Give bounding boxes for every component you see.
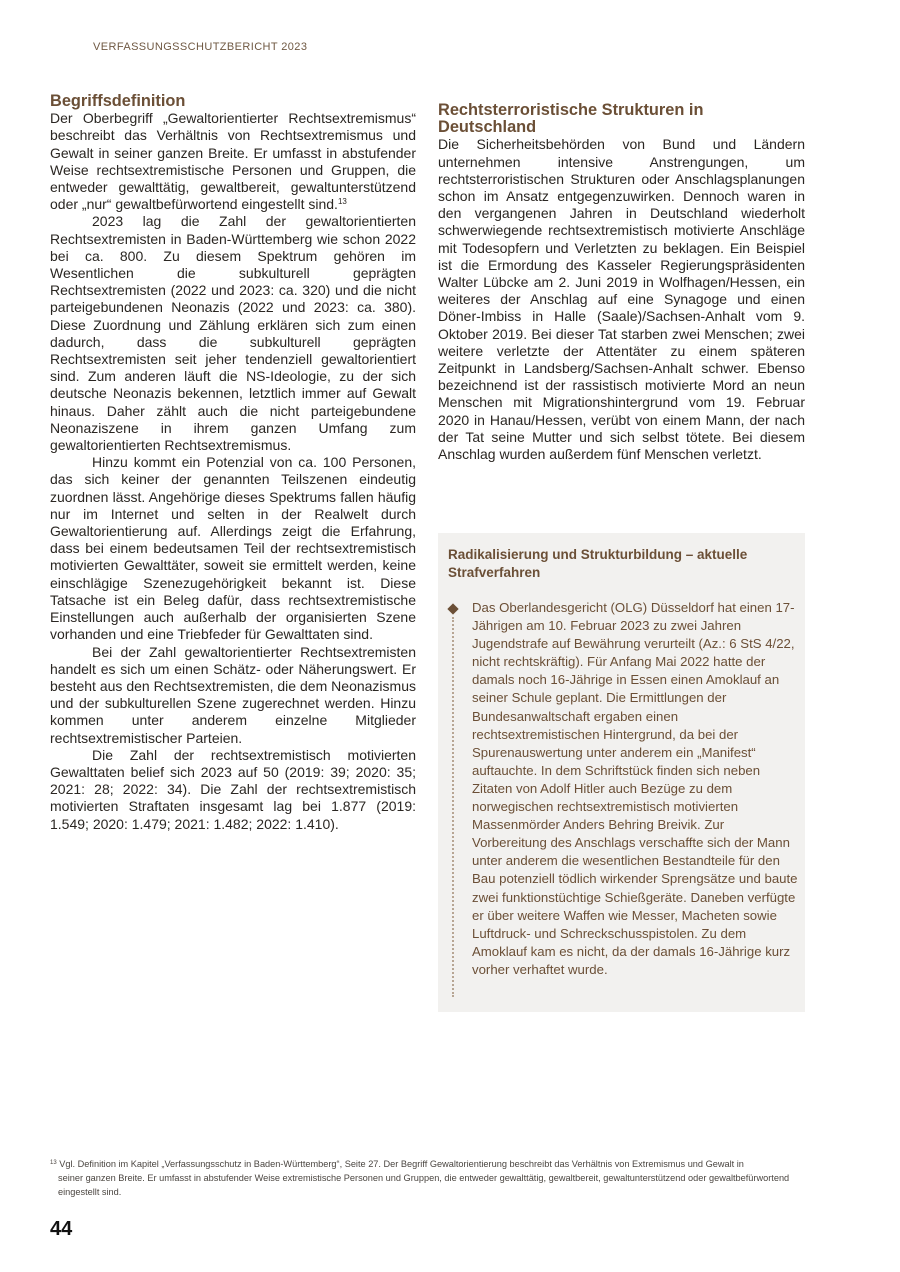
running-header: VERFASSUNGSSCHUTZBERICHT 2023 bbox=[93, 41, 308, 53]
info-box-text: Das Oberlandesgericht (OLG) Düsseldorf hat einen 17-Jährigen am 10. Februar 2023 zu zwei Jahren Jugendstrafe auf Bewährung verurteilt (Az.: 6 StS 4/22, nicht rechtskräftig). Für Anfang Mai 2022 hatte der damals noch 16-Jährige in Essen einen Amoklauf an seiner Schule geplant. Die Ermittlungen der Bundesanwaltschaft ergaben einen rechtsextremistischen Hintergrund, da bei der Spurenauswertung unter anderem ein „Manifest“ auftauchte. In dem Schriftstück finden sich neben Zitaten von Adolf Hitler auch Bezüge zu dem norwegischen rechtsextremistisch motivierten Massenmörder Anders Behring Breivik. Zur Vorbereitung des Anschlags verschaffte sich der Mann unter anderem die wesentlichen Bestandteile für den Bau potenziell tödlich wirkender Sprengsätze und baute zwei funktionstüchtige Schießgeräte. Daneben verfügte er über weitere Waffen wie Messer, Macheten sowie Luftdruck- und Schreckschusspistolen. Zu dem Amoklauf kam es nicht, da der damals 16-Jährige kurz vorher verhaftet wurde. bbox=[472, 600, 798, 977]
section-heading-begriffsdefinition: Begriffsdefinition bbox=[50, 92, 186, 110]
paragraph: Die Sicherheitsbehörden von Bund und Ländern unternehmen intensive Anstrengungen, um rechtsterroristischen Strukturen oder Anschlagsplanungen schon im Ansatz entgegenzuwirken. Dennoch waren in den vergangenen Jahren in Deutschland wiederholt schwerwiegende rechtsextremistisch motivierte Anschläge mit Todesopfern und Verletzten zu beklagen. Ein Beispiel ist die Ermordung des Kasseler Regierungspräsidenten Walter Lübcke am 2. Juni 2019 in Wolfhagen/Hessen, ein weiteres der Anschlag auf eine Synagoge und einen Döner-Imbiss in Halle (Saale)/Sachsen-Anhalt vom 9. Oktober 2019. Bei dieser Tat starben zwei Menschen; zwei weitere verletzte der Attentäter zu einem späteren Zeitpunkt in Landsberg/Sachsen-Anhalt schwer. Ebenso bezeichnend ist der rassistisch motivierte Mord an neun Menschen mit Migrationshintergrund vom 19. Februar 2020 in Hanau/Hessen, verübt von einem Mann, der nach der Tat seine Mutter und sich selbst tötete. Bei diesem Anschlag wurden außerdem fünf Menschen verletzt. bbox=[438, 136, 805, 463]
paragraph: 2023 lag die Zahl der gewaltorientierten Rechtsextremisten in Baden-Württemberg wie schon 2022 bei ca. 800. Zu diesem Spektrum gehören im Wesentlichen die subkulturell geprägten Rechtsextremisten (2022 und 2023: ca. 320) und die nicht parteigebundenen Neonazis (2022 und 2023: ca. 380). Diese Zuordnung und Zählung erklären sich zum einen dadurch, dass die subkulturell geprägten Rechtsextremisten seit jeher tendenziell gewaltorientiert sind. Zum anderen läuft die NS-Ideologie, zu der sich deutsche Neonazis bekennen, letztlich immer auf Gewalt hinaus. Daher zählt auch die nicht parteigebundene Neonaziszene in ihrem ganzen Umfang zum gewaltorientierten Rechtsextremismus. bbox=[50, 213, 416, 454]
paragraph: Hinzu kommt ein Potenzial von ca. 100 Personen, das sich keiner der genannten Teilszenen eindeutig zuordnen lässt. Angehörige dieses Spektrums fallen häufig nur im Internet und selten in der Realwelt durch Gewaltorientierung auf. Allerdings zeigt die Erfahrung, dass bei einem bedeutsamen Teil der rechtsextremistisch motivierten Gewalttäter, soweit sie ermittelt werden, keine einschlägige Szenezugehörigkeit bekannt ist. Diese Tatsache ist ein Beleg dafür, dass rechtsextremistische Einstellungen auch außerhalb der organisierten Szene vorhanden und eine Triebfeder für Gewalttaten sind. bbox=[50, 454, 416, 643]
right-column bbox=[438, 102, 805, 463]
paragraph: Die Zahl der rechtsextremistisch motivierten Gewalttaten belief sich 2023 auf 50 (2019: 39; 2020: 35; 2021: 28; 2022: 34). Die Zahl der rechtsextremistisch motivierten Straftaten insgesamt lag bei 1.877 (2019: 1.549; 2020: 1.479; 2021: 1.482; 2022: 1.410). bbox=[50, 746, 416, 832]
info-box-item bbox=[472, 599, 798, 979]
page-number: 44 bbox=[50, 1218, 73, 1240]
footnote-reference[interactable]: 13 bbox=[337, 197, 347, 207]
dotted-divider bbox=[452, 617, 454, 997]
paragraph bbox=[50, 110, 416, 213]
paragraph-text: Der Oberbegriff „Gewaltorientierter Rechtsextremismus“ beschreibt das Verhältnis von Rechtsextremismus und Gewalt in seiner ganzen Breite. Er umfasst in abstufender Weise rechtsextremistische Personen und Gruppen, die entweder gewalttätig, gewaltbereit, gewaltunterstützend oder „nur“ gewaltbefürwortend eingestellt sind. bbox=[50, 110, 416, 213]
footnote bbox=[50, 1156, 810, 1199]
footnote-number: 13 bbox=[50, 1160, 57, 1166]
footnote-text-line1: Vgl. Definition im Kapitel „Verfassungsschutz in Baden-Württemberg“, Seite 27. Der Begriff Gewaltorientierung beschreibt das Verhältnis von Extremismus und Gewalt in bbox=[59, 1159, 744, 1169]
paragraph: Bei der Zahl gewaltorientierter Rechtsextremisten handelt es sich um einen Schätz- oder Näherungswert. Er besteht aus den Rechtsextremisten, die dem Neonazismus und der subkulturellen Szene zugerechnet werden. Hinzu kommen unter anderem einzelne Mitglieder rechtsextremistischer Parteien. bbox=[50, 643, 416, 746]
section-heading-rechtsterroristische-strukturen: Rechtsterroristische Strukturen in Deutschland bbox=[438, 101, 704, 137]
diamond-bullet-icon bbox=[447, 603, 458, 614]
footnote-text-continued: seiner ganzen Breite. Er umfasst in abstufender Weise extremistische Personen und Gruppen, die entweder gewalttätig, gewaltbereit, gewaltunterstützend oder gewaltbefürwortend eingestellt sind. bbox=[58, 1173, 790, 1197]
info-box-title: Radikalisierung und Strukturbildung – aktuelle Strafverfahren bbox=[448, 547, 748, 580]
left-column bbox=[50, 93, 416, 833]
info-box bbox=[438, 533, 805, 1012]
